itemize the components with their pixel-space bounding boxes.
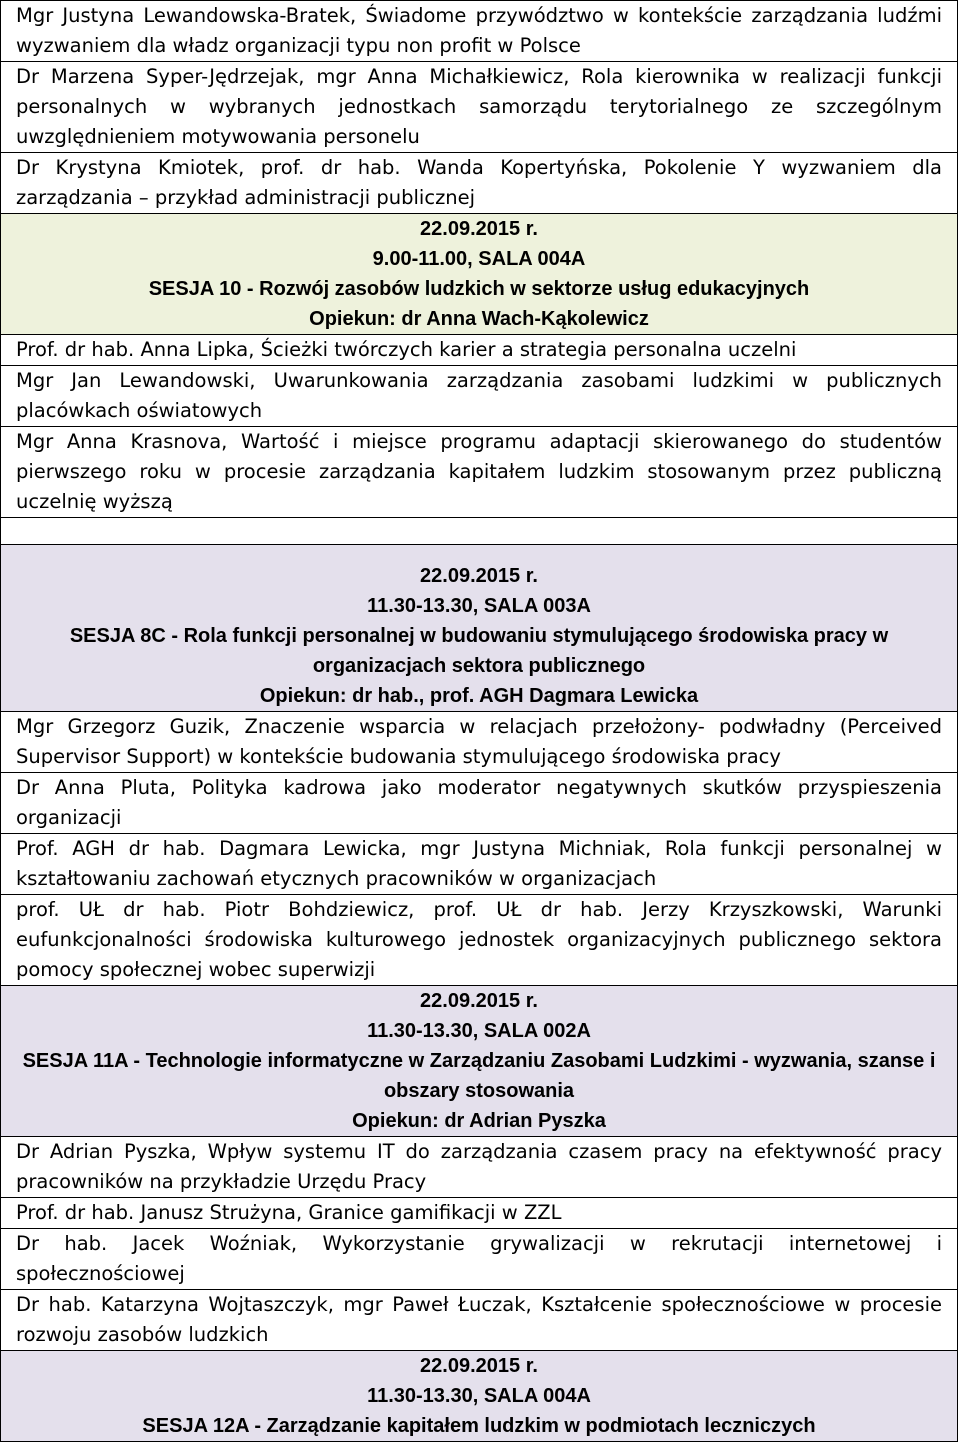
session-title: SESJA 11A - Technologie informatyczne w Zarządzaniu Zasobami Ludzkimi - wyzwania, szanse i obszary stosowania	[22, 1050, 936, 1102]
list-item: Dr Adrian Pyszka, Wpływ systemu IT do zarządzania czasem pracy na efektywność pracy pracowników na przykładzie Urzędu Pracy	[1, 1137, 958, 1198]
session-chair: Opiekun: dr hab., prof. AGH Dagmara Lewicka	[259, 685, 699, 707]
session-time-room: 11.30-13.30, SALA 003A	[367, 595, 591, 617]
table-row	[1, 834, 958, 895]
list-item: Dr hab. Katarzyna Wojtaszczyk, mgr Paweł Łuczak, Kształcenie społecznościowe w procesie rozwoju zasobów ludzkich	[1, 1290, 958, 1351]
session-time-room: 9.00-11.00, SALA 004A	[372, 248, 586, 270]
table-row	[1, 1, 958, 62]
list-item: Dr hab. Jacek Woźniak, Wykorzystanie grywalizacji w rekrutacji internetowej i społecznościowej	[1, 1229, 958, 1290]
session-chair: Opiekun: dr Anna Wach-Kąkolewicz	[309, 308, 649, 330]
session-header-row	[1, 545, 958, 712]
session-date: 22.09.2015 r.	[420, 218, 538, 240]
list-item: Mgr Justyna Lewandowska-Bratek, Świadome przywództwo w kontekście zarządzania ludźmi wyzwaniem dla władz organizacji typu non profit w Polsce	[1, 1, 958, 62]
list-item: Dr Marzena Syper-Jędrzejak, mgr Anna Michałkiewicz, Rola kierownika w realizacji funkcji personalnych w wybranych jednostkach samorządu terytorialnego ze szczególnym uwzględnieniem motywowania personelu	[1, 62, 958, 153]
list-item: Prof. AGH dr hab. Dagmara Lewicka, mgr Justyna Michniak, Rola funkcji personalnej w kształtowaniu zachowań etycznych pracowników w organizacjach	[1, 834, 958, 895]
table-row	[1, 335, 958, 366]
table-row	[1, 62, 958, 153]
table-row	[1, 895, 958, 986]
session-time-room: 11.30-13.30, SALA 004A	[367, 1385, 591, 1407]
empty-cell	[1, 518, 958, 545]
empty-row	[1, 518, 958, 545]
list-item: prof. UŁ dr hab. Piotr Bohdziewicz, prof. UŁ dr hab. Jerzy Krzyszkowski, Warunki eufunkcjonalności środowiska kulturowego jednostek organizacyjnych publicznego sektora pomocy społecznej wobec superwizji	[1, 895, 958, 986]
session-header-row	[1, 986, 958, 1137]
table-row	[1, 773, 958, 834]
table-row	[1, 153, 958, 214]
session-title: SESJA 8C - Rola funkcji personalnej w budowaniu stymulującego środowiska pracy w organizacjach sektora publicznego	[69, 625, 889, 677]
session-time-room: 11.30-13.30, SALA 002A	[367, 1020, 591, 1042]
table-row	[1, 366, 958, 427]
session-date: 22.09.2015 r.	[420, 1355, 538, 1377]
session-chair: Opiekun: dr Adrian Pyszka	[352, 1110, 606, 1132]
table-row	[1, 427, 958, 518]
table-row	[1, 712, 958, 773]
table-row	[1, 1229, 958, 1290]
session-title: SESJA 12A - Zarządzanie kapitałem ludzkim w podmiotach leczniczych	[142, 1415, 816, 1437]
list-item: Prof. dr hab. Anna Lipka, Ścieżki twórczych karier a strategia personalna uczelni	[1, 335, 958, 366]
session-header-row	[1, 1351, 958, 1442]
session-header	[1, 1351, 958, 1442]
table-row	[1, 1290, 958, 1351]
session-title: SESJA 10 - Rozwój zasobów ludzkich w sektorze usług edukacyjnych	[148, 278, 810, 300]
list-item: Dr Krystyna Kmiotek, prof. dr hab. Wanda Kopertyńska, Pokolenie Y wyzwaniem dla zarządzania – przykład administracji publicznej	[1, 153, 958, 214]
list-item: Mgr Grzegorz Guzik, Znaczenie wsparcia w relacjach przełożony- podwładny (Perceived Supervisor Support) w kontekście budowania stymulującego środowiska pracy	[1, 712, 958, 773]
table-row	[1, 1137, 958, 1198]
session-date: 22.09.2015 r.	[420, 565, 538, 587]
session-header	[1, 986, 958, 1137]
table-row	[1, 1198, 958, 1229]
session-header	[1, 214, 958, 335]
session-date: 22.09.2015 r.	[420, 990, 538, 1012]
list-item: Mgr Anna Krasnova, Wartość i miejsce programu adaptacji skierowanego do studentów pierwszego roku w procesie zarządzania kapitałem ludzkim stosowanym przez publiczną uczelnię wyższą	[1, 427, 958, 518]
list-item: Mgr Jan Lewandowski, Uwarunkowania zarządzania zasobami ludzkimi w publicznych placówkach oświatowych	[1, 366, 958, 427]
session-header	[1, 545, 958, 712]
list-item: Dr Anna Pluta, Polityka kadrowa jako moderator negatywnych skutków przyspieszenia organizacji	[1, 773, 958, 834]
list-item: Prof. dr hab. Janusz Strużyna, Granice gamifikacji w ZZL	[1, 1198, 958, 1229]
session-header-row	[1, 214, 958, 335]
